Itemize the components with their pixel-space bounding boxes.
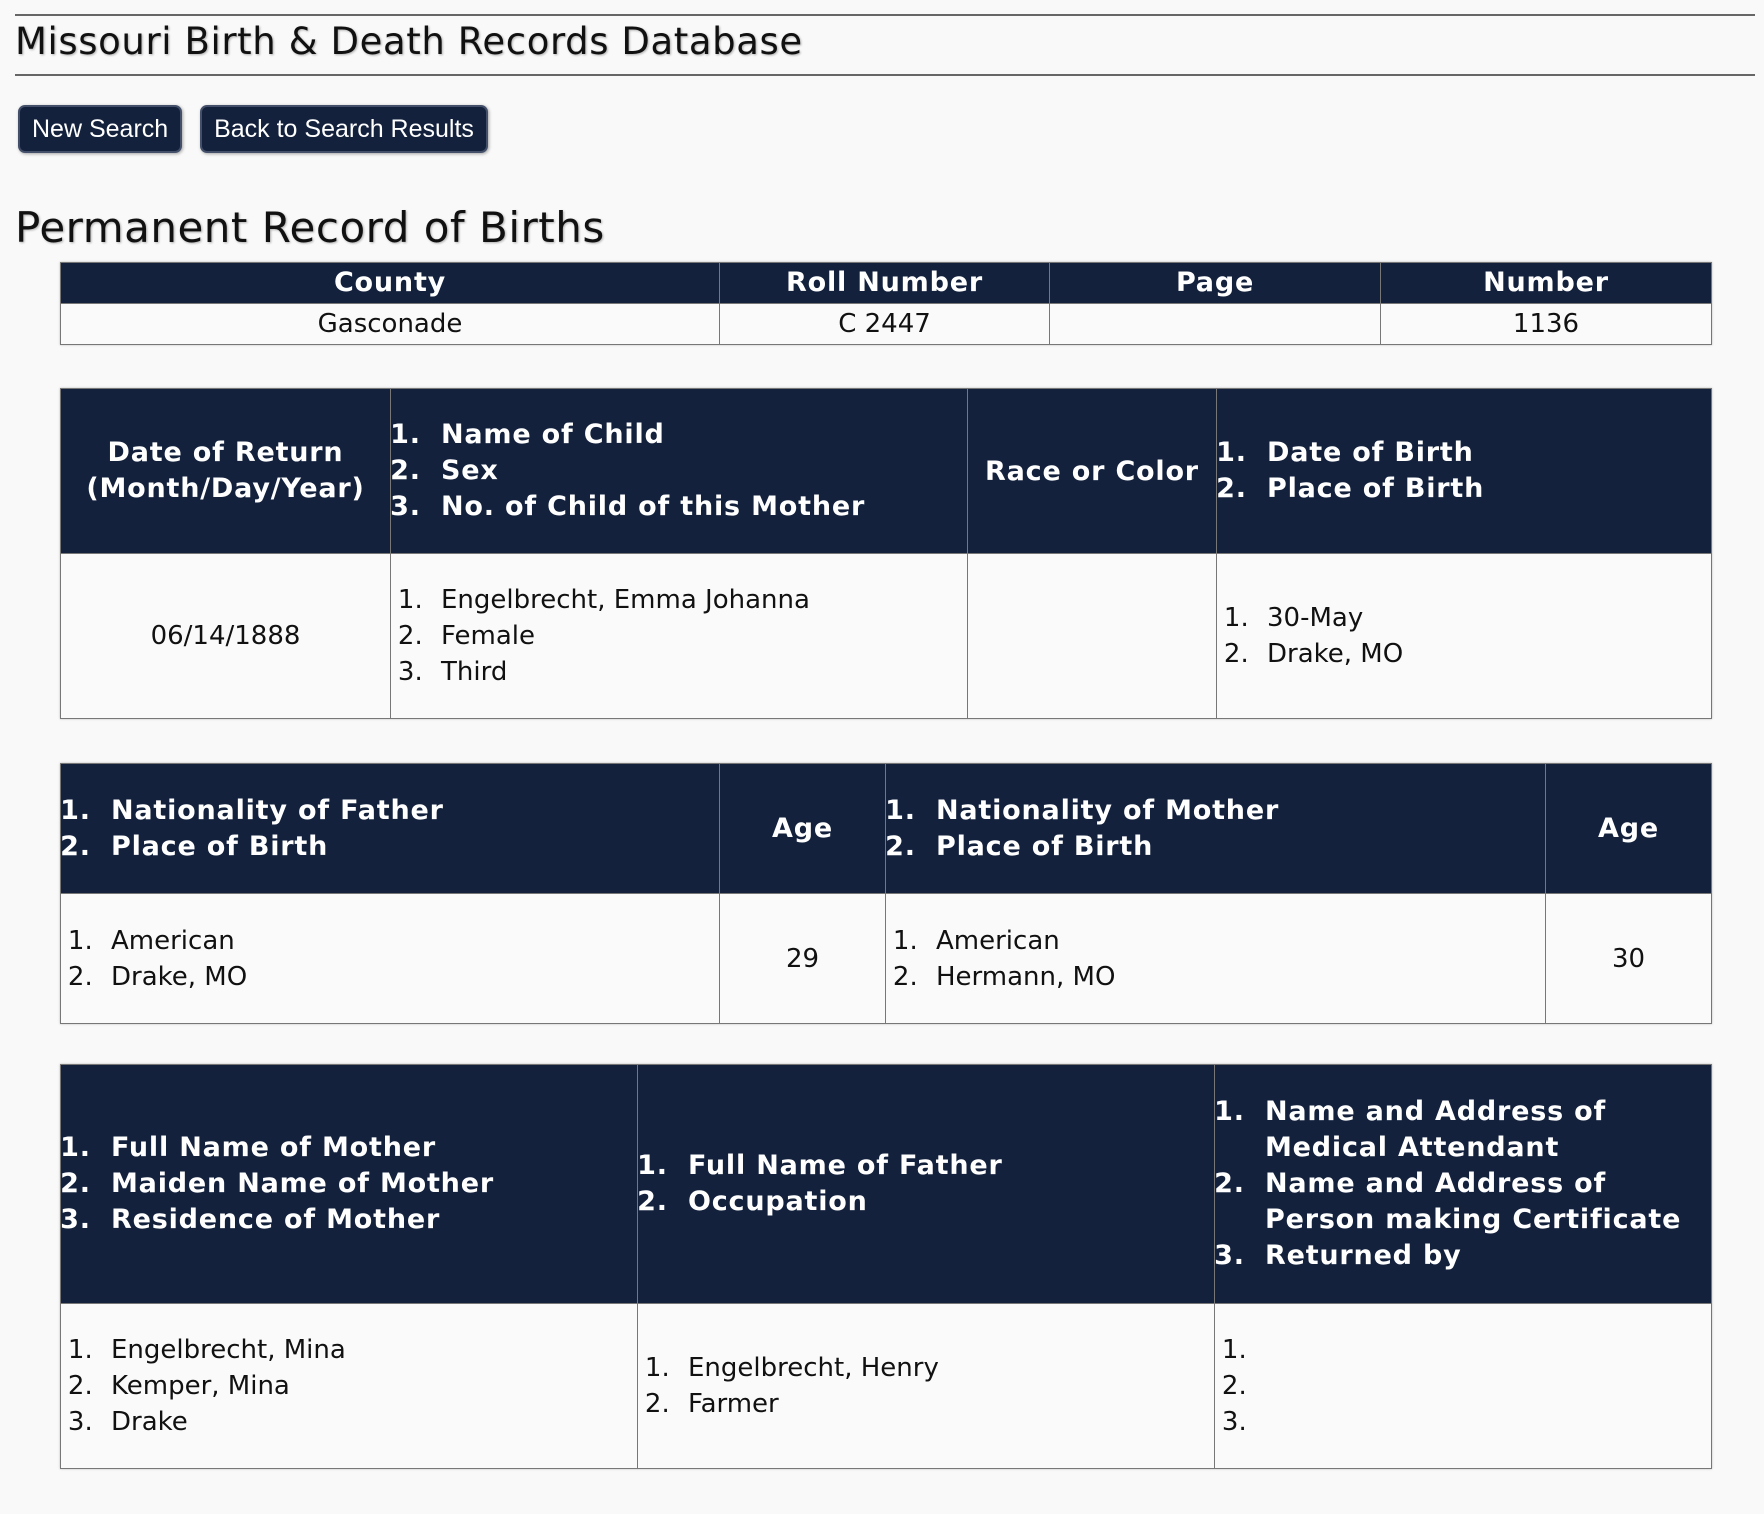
child-info-header (391, 389, 968, 554)
mother-nationality-label: 1. Nationality of Mother (926, 793, 1545, 829)
county-header: County (61, 263, 720, 304)
child-info-table (60, 388, 1712, 719)
father-names-header (638, 1065, 1215, 1304)
father-age-header: Age (720, 764, 886, 894)
mother-names-cell (61, 1304, 638, 1469)
father-nationality-value: 1. American (101, 923, 719, 959)
father-full-name-label: 1. Full Name of Father (678, 1148, 1214, 1184)
mother-maiden-name-label: 2. Maiden Name of Mother (101, 1166, 637, 1202)
mother-residence-label: 3. Residence of Mother (101, 1202, 637, 1238)
father-birthplace-value: 2. Drake, MO (101, 959, 719, 995)
page-header: Page (1050, 263, 1381, 304)
date-of-birth-value: 1. 30-May (1257, 600, 1711, 636)
mother-full-name-value: 1. Engelbrecht, Mina (101, 1332, 637, 1368)
attendant-cell (1215, 1304, 1712, 1469)
child-sex-value: 2. Female (431, 618, 967, 654)
medical-attendant-value (1255, 1332, 1711, 1368)
table-header-row (61, 389, 1712, 554)
place-of-birth-value: 2. Drake, MO (1257, 636, 1711, 672)
mother-age-value: 30 (1546, 894, 1712, 1024)
attendant-header (1215, 1065, 1712, 1304)
father-nationality-cell (61, 894, 720, 1024)
parents-names-table (60, 1064, 1712, 1469)
child-name-value: 1. Engelbrecht, Emma Johanna (431, 582, 967, 618)
certificate-maker-label: 2. Name and Address of Person making Certificate (1255, 1166, 1711, 1238)
father-occupation-label: 2. Occupation (678, 1184, 1214, 1220)
table-row (61, 554, 1712, 719)
returned-by-value (1255, 1404, 1711, 1440)
number-value: 1136 (1381, 304, 1712, 345)
father-nationality-header (61, 764, 720, 894)
back-to-results-button[interactable]: Back to Search Results (200, 105, 488, 153)
date-of-return-header (61, 389, 391, 554)
table-row (61, 304, 1712, 345)
place-of-birth-label: 2. Place of Birth (1257, 471, 1711, 507)
birth-info-cell (1217, 554, 1712, 719)
date-of-birth-label: 1. Date of Birth (1257, 435, 1711, 471)
roll-number-value: C 2447 (720, 304, 1050, 345)
date-of-return-value: 06/14/1888 (61, 554, 391, 719)
race-value (968, 554, 1217, 719)
mother-birthplace-label: 2. Place of Birth (926, 829, 1545, 865)
mother-names-header (61, 1065, 638, 1304)
record-title: Permanent Record of Births (15, 203, 605, 252)
mother-nationality-header (886, 764, 1546, 894)
new-search-button[interactable]: New Search (18, 105, 182, 153)
father-occupation-value: 2. Farmer (678, 1386, 1214, 1422)
record-summary-table (60, 262, 1712, 345)
mother-residence-value: 3. Drake (101, 1404, 637, 1440)
county-value: Gasconade (61, 304, 720, 345)
database-title: Missouri Birth & Death Records Database (15, 20, 803, 63)
table-header-row (61, 764, 1712, 894)
mother-maiden-name-value: 2. Kemper, Mina (101, 1368, 637, 1404)
mother-nationality-value: 1. American (926, 923, 1545, 959)
table-header-row (61, 1065, 1712, 1304)
top-divider (15, 14, 1755, 16)
number-header: Number (1381, 263, 1712, 304)
father-full-name-value: 1. Engelbrecht, Henry (678, 1350, 1214, 1386)
table-row (61, 894, 1712, 1024)
mother-age-header: Age (1546, 764, 1712, 894)
table-header-row (61, 263, 1712, 304)
table-row (61, 1304, 1712, 1469)
roll-number-header: Roll Number (720, 263, 1050, 304)
child-number-label: 3. No. of Child of this Mother (431, 489, 967, 525)
title-divider (15, 74, 1755, 76)
returned-by-label: 3. Returned by (1255, 1238, 1711, 1274)
birth-info-header (1217, 389, 1712, 554)
name-of-child-label: 1. Name of Child (431, 417, 967, 453)
certificate-maker-value (1255, 1368, 1711, 1404)
page-value (1050, 304, 1381, 345)
date-of-return-label: Date of Return (107, 437, 344, 468)
mother-full-name-label: 1. Full Name of Mother (101, 1130, 637, 1166)
father-age-value: 29 (720, 894, 886, 1024)
father-names-cell (638, 1304, 1215, 1469)
mother-birthplace-value: 2. Hermann, MO (926, 959, 1545, 995)
race-header: Race or Color (968, 389, 1217, 554)
mother-nationality-cell (886, 894, 1546, 1024)
child-info-cell (391, 554, 968, 719)
medical-attendant-label: 1. Name and Address of Medical Attendant (1255, 1094, 1711, 1166)
parents-nationality-table (60, 763, 1712, 1024)
sex-label: 2. Sex (431, 453, 967, 489)
father-birthplace-label: 2. Place of Birth (101, 829, 719, 865)
father-nationality-label: 1. Nationality of Father (101, 793, 719, 829)
child-number-value: 3. Third (431, 654, 967, 690)
date-format-label: (Month/Day/Year) (86, 473, 365, 504)
